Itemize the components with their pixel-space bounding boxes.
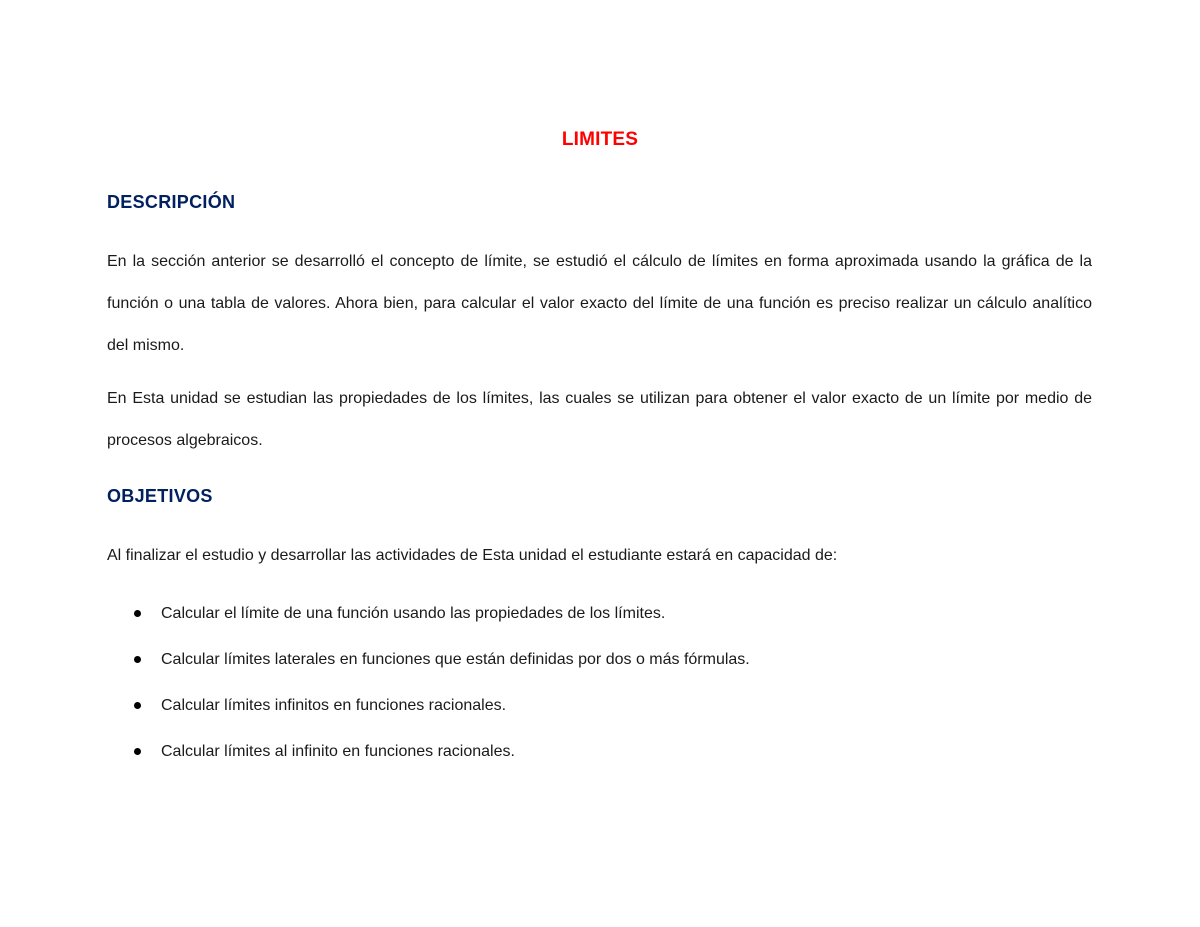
section-heading-descripcion: DESCRIPCIÓN [107, 192, 236, 212]
section-heading-objetivos: OBJETIVOS [107, 486, 213, 506]
bullet-icon [134, 610, 141, 617]
bullet-icon [134, 748, 141, 755]
objectives-list [107, 596, 1092, 780]
list-item [107, 734, 1092, 780]
list-item-text: Calcular el límite de una función usando las propiedades de los límites. [161, 605, 666, 622]
list-item-text: Calcular límites infinitos en funciones racionales. [161, 697, 507, 714]
bullet-icon [134, 656, 141, 663]
description-paragraph: En Esta unidad se estudian las propiedades de los límites, las cuales se utilizan para obtener el valor exacto de un límite por medio de procesos algebraicos. [107, 390, 1092, 449]
bullet-icon [134, 702, 141, 709]
list-item-text: Calcular límites laterales en funciones que están definidas por dos o más fórmulas. [161, 651, 750, 668]
objectives-intro: Al finalizar el estudio y desarrollar las actividades de Esta unidad el estudiante estará en capacidad de: [107, 547, 838, 564]
list-item [107, 642, 1092, 688]
list-item-text: Calcular límites al infinito en funciones racionales. [161, 743, 515, 760]
description-paragraph: En la sección anterior se desarrolló el concepto de límite, se estudió el cálculo de límites en forma aproximada usando la gráfica de la función o una tabla de valores. Ahora bien, para calcular el valor exacto del límite de una función es preciso realizar un cálculo analítico del mismo. [107, 253, 1092, 354]
list-item [107, 596, 1092, 642]
document-title: LIMITES [561, 129, 639, 150]
list-item [107, 688, 1092, 734]
